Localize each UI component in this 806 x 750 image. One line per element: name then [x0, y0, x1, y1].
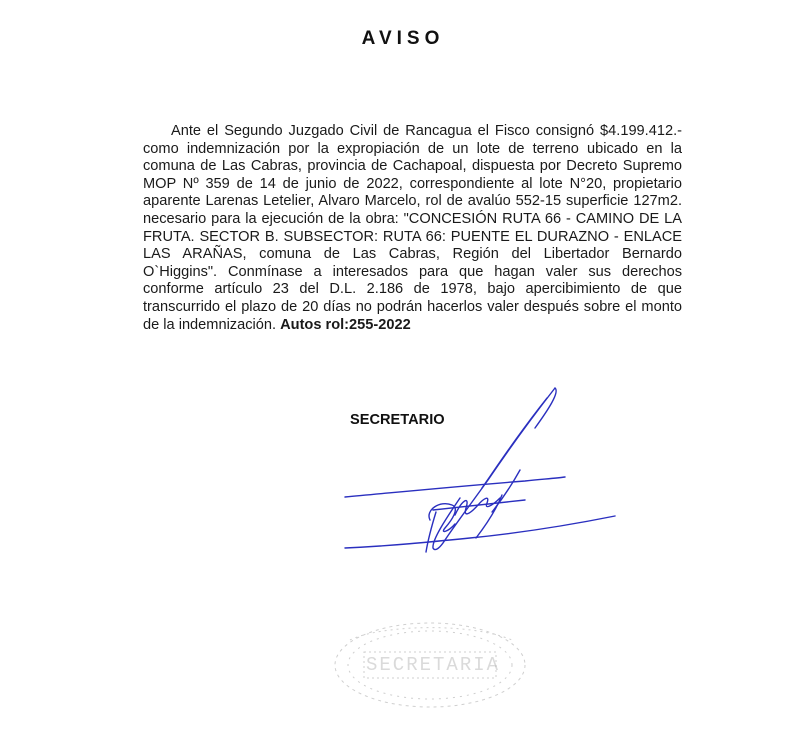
- notice-body: [143, 123, 682, 334]
- case-reference: Autos rol:255-2022: [280, 316, 411, 333]
- notice-body-text: Ante el Segundo Juzgado Civil de Rancagua el Fisco consignó $4.199.412.- como indemnización por la expropiación de un lote de terreno ubicado en la comuna de Las Cabras, provincia de Cachapoal, dispuesta por Decreto Supremo MOP Nº 359 de 14 de junio de 2022, correspondiente al lote N°20, propietario aparente Larenas Letelier, Alvaro Marcelo, rol de avalúo 552-15 superficie 127m2. necesario para la ejecución de la obra: "CONCESIÓN RUTA 66 - CAMINO DE LA FRUTA. SECTOR B. SUBSECTOR: RUTA 66: PUENTE EL DURAZNO - ENLACE LAS ARAÑAS, comuna de Las Cabras, Región del Libertador Bernardo O`Higgins". Conmínase a interesados para que hagan valer sus derechos conforme artículo 23 del D.L. 2.186 de 1978, bajo apercibimiento de que transcurrido el plazo de 20 días no podrán hacerlos valer después sobre el monto de la indemnización.: [143, 123, 682, 333]
- notice-title: AVISO: [361, 28, 445, 49]
- signatory-label: SECRETARIO: [350, 412, 445, 428]
- stamp-text: SECRETARIA: [366, 654, 501, 676]
